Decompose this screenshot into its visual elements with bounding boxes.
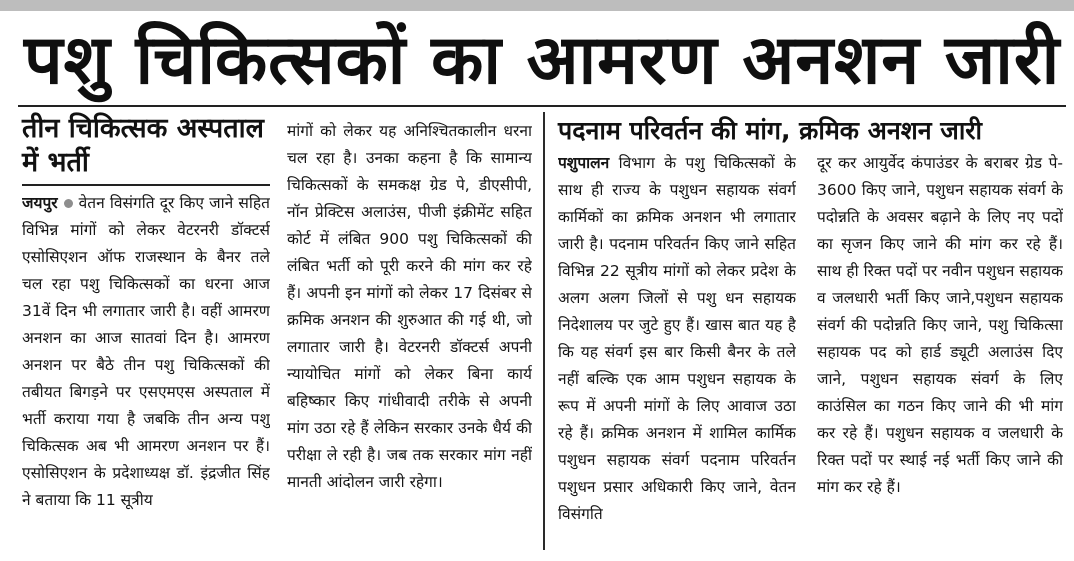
headline-rule — [18, 105, 1066, 107]
column-2-text: मांगों को लेकर यह अनिश्चितकालीन धरना चल रहा है। उनका कहना है कि सामान्य चिकित्सकों के समकक्ष ग्रेड पे, डीएसीपी, नॉन प्रेक्टिस अलाउंस, पीजी इंक्रीमेंट सहित कोर्ट में लंबित 900 पशु चिकित्सकों की लंबित भर्ती को पूरी करने की मांग कर रहे हैं। अपनी इन मांगों को लेकर 17 दिसंबर से क्रमिक अनशन की शुरुआत की गई थी, जो लगातार जारी है। वेटरनरी डॉक्टर्स अपनी न्यायोचित मांगों को लेकर बिना कार्य बहिष्कार किए गांधीवादी तरीके से अपनी मांग उठा रहे हैं लेकिन सरकार उनके धैर्य की परीक्षा ले रही है। जब तक सरकार मांग नहीं मानती आंदोलन जारी रहेगा। — [287, 122, 532, 491]
column-2 — [287, 118, 532, 550]
subhead-rule — [22, 184, 270, 186]
right-story-subhead: पदनाम परिवर्तन की मांग, क्रमिक अनशन जारी — [558, 116, 982, 145]
column-1-text: वेतन विसंगति दूर किए जाने सहित विभिन्न मांगों को लेकर वेटरनरी डॉक्टर्स एसोसिएशन ऑफ राजस्थान के बैनर तले चल रहा पशु चिकित्सकों का धरना आज 31वें दिन भी लगातार जारी है। वहीं आमरण अनशन का आज सातवां दिन है। आमरण अनशन पर बैठे तीन पशु चिकित्सकों की तबीयत बिगड़ने पर एसएमएस अस्पताल में भर्ती कराया गया है जबकि तीन अन्य पशु चिकित्सक अब भी आमरण अनशन पर हैं। एसोसिएशन के प्रदेशाध्यक्ष डॉ. इंद्रजीत सिंह ने बताया कि 11 सूत्रीय — [22, 194, 270, 509]
bullet-icon — [64, 199, 73, 208]
top-bar — [0, 0, 1074, 11]
column-3 — [558, 150, 796, 550]
column-divider — [543, 112, 545, 550]
column-4-text: दूर कर आयुर्वेद कंपाउंडर के बराबर ग्रेड पे- 3600 किए जाने, पशुधन सहायक संवर्ग के पदोन्नति के अवसर बढ़ाने के लिए नए पदों का सृजन किए जाने की मांग कर रहे हैं। साथ ही रिक्त पदों पर नवीन पशुधन सहायक व जलधारी भर्ती किए जाने,पशुधन सहायक संवर्ग की पदोन्नति किए जाने, पशु चिकित्सा सहायक पद को हार्ड ड्यूटी अलाउंस दिए जाने, पशुधन सहायक संवर्ग के लिए काउंसिल का गठन किए जाने की भी मांग कर रहे हैं। पशुधन सहायक व जलधारी के रिक्त पदों पर स्थाई नई भर्ती किए जाने की मांग कर रहे हैं। — [817, 154, 1063, 496]
lead-word: पशुपालन — [558, 154, 610, 172]
column-4 — [817, 150, 1063, 550]
column-3-text: विभाग के पशु चिकित्सकों के साथ ही राज्य के पशुधन सहायक संवर्ग कार्मिकों का क्रमिक अनशन भी लगातार जारी है। पदनाम परिवर्तन किए जाने सहित विभिन्न 22 सूत्रीय मांगों को लेकर प्रदेश के अलग अलग जिलों से पशु धन सहायक निदेशालय पर जुटे हुए हैं। खास बात यह है कि यह संवर्ग इस बार किसी बैनर के तले नहीं बल्कि एक आम पशुधन सहायक के रूप में अपनी मांगों के लिए आवाज उठा रहे हैं। क्रमिक अनशन में शामिल कार्मिक पशुधन सहायक संवर्ग पदनाम परिवर्तन पशुधन प्रसार अधिकारी किए जाने, वेतन विसंगति — [558, 154, 796, 523]
dateline: जयपुर — [22, 194, 58, 212]
left-story-subhead: तीन चिकित्सक अस्पताल में भर्ती — [22, 113, 264, 178]
column-1 — [22, 190, 270, 550]
headline: पशु चिकित्सकों का आमरण अनशन जारी — [24, 21, 1061, 100]
